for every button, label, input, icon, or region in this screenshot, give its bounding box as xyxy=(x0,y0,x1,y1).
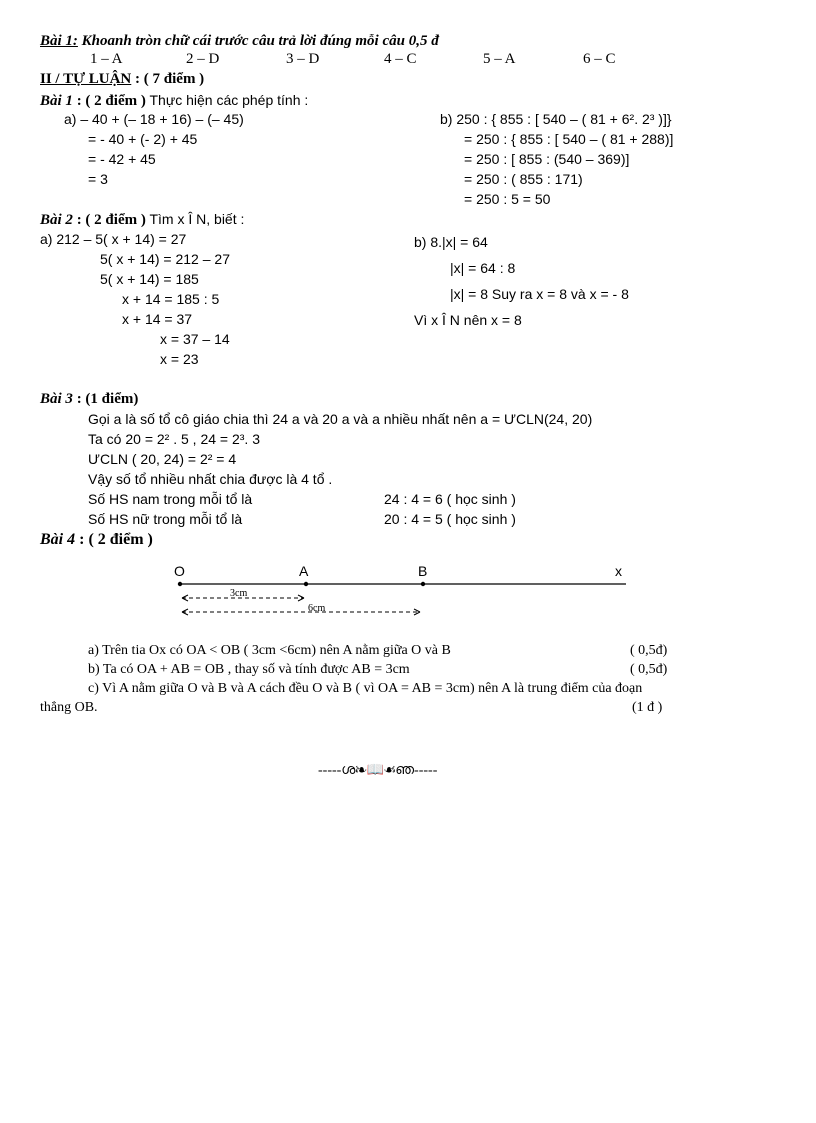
ex4-score: (1 đ ) xyxy=(632,700,663,715)
ex3-line: Gọi a là số tổ cô giáo chia thì 24 a và 20 a và a nhiều nhất nên a = ƯCLN(24, 20) xyxy=(88,411,593,427)
ex1-b-line: b) 250 : { 855 : [ 540 – ( 81 + 6². 2³ )]} xyxy=(440,111,672,127)
ex4-line: c) Vì A nằm giữa O và B và A cách đều O và B ( vì OA = AB = 3cm) nên A là trung điểm của đoạn xyxy=(88,681,643,696)
label-o: O xyxy=(174,563,185,579)
ex3-line: ƯCLN ( 20, 24) = 2² = 4 xyxy=(88,451,237,467)
ex3-line: Vậy số tổ nhiều nhất chia được là 4 tổ . xyxy=(88,471,333,487)
label-a: A xyxy=(299,563,309,579)
ex1-b-line: = 250 : ( 855 : 171) xyxy=(464,171,583,187)
ex4-score: ( 0,5đ) xyxy=(630,662,668,677)
ex3-header: Bài 3 : (1 điểm) xyxy=(40,391,139,407)
point-b-dot xyxy=(421,582,425,586)
ex2-a-line: x + 14 = 37 xyxy=(122,311,193,327)
ex1-a-line: = 3 xyxy=(88,171,108,187)
ex2-b-line: |x| = 64 : 8 xyxy=(450,260,516,276)
ex3-row-value: 24 : 4 = 6 ( học sinh ) xyxy=(384,491,516,507)
ex1-a-line: = - 42 + 45 xyxy=(88,151,156,167)
label-x: x xyxy=(615,563,622,579)
part2-title: II / TỰ LUẬN : ( 7 điểm ) xyxy=(40,71,205,87)
ornament-divider: -----ശ❧📖☙ഞ----- xyxy=(318,763,438,778)
ex3-row-label: Số HS nam trong mỗi tổ là xyxy=(88,491,253,507)
ex2-b-line: Vì x Î N nên x = 8 xyxy=(414,312,522,328)
answer-2: 2 – D xyxy=(186,51,220,67)
ex4-line: thẳng OB. xyxy=(40,700,98,715)
dim-label-6cm: 6cm xyxy=(308,603,326,614)
point-o-dot xyxy=(178,582,182,586)
ex3-row-value: 20 : 4 = 5 ( học sinh ) xyxy=(384,511,516,527)
ex1-b-line: = 250 : [ 855 : (540 – 369)] xyxy=(464,151,630,167)
ex2-a-line: 5( x + 14) = 185 xyxy=(100,271,199,287)
ex1-header: Bài 1 : ( 2 điểm ) Thực hiện các phép tính : xyxy=(40,92,309,109)
answer-4: 4 – C xyxy=(384,51,417,67)
ex2-a-line: x = 37 – 14 xyxy=(160,331,230,347)
answer-5: 5 – A xyxy=(483,51,516,67)
ex4-header: Bài 4 : ( 2 điểm ) xyxy=(40,531,153,548)
ex2-b-line: |x| = 8 Suy ra x = 8 và x = - 8 xyxy=(450,286,629,302)
ex2-header: Bài 2 : ( 2 điểm ) Tìm x Î N, biết : xyxy=(40,211,245,228)
ex4-line: b) Ta có OA + AB = OB , thay số và tính được AB = 3cm xyxy=(88,662,410,677)
ex3-row-label: Số HS nữ trong mỗi tổ là xyxy=(88,511,243,527)
bai1-header: Bài 1: Khoanh tròn chữ cái trước câu trả lời đúng mỗi câu 0,5 đ xyxy=(40,33,439,49)
ex2-a-line: a) 212 – 5( x + 14) = 27 xyxy=(40,231,187,247)
answer-3: 3 – D xyxy=(286,51,320,67)
answer-6: 6 – C xyxy=(583,51,616,67)
point-a-dot xyxy=(304,582,308,586)
ex2-a-line: x = 23 xyxy=(160,351,199,367)
ex2-a-line: 5( x + 14) = 212 – 27 xyxy=(100,251,230,267)
ex4-score: ( 0,5đ) xyxy=(630,643,668,658)
ex1-a-line: = - 40 + (- 2) + 45 xyxy=(88,131,198,147)
ex1-b-line: = 250 : 5 = 50 xyxy=(464,191,551,207)
ex3-line: Ta có 20 = 2² . 5 , 24 = 2³. 3 xyxy=(88,431,260,447)
ex2-b-line: b) 8.|x| = 64 xyxy=(414,234,488,250)
answer-1: 1 – A xyxy=(90,51,123,67)
ex2-a-line: x + 14 = 185 : 5 xyxy=(122,291,220,307)
ex1-a-line: a) – 40 + (– 18 + 16) – (– 45) xyxy=(64,111,244,127)
ex4-line: a) Trên tia Ox có OA < OB ( 3cm <6cm) nên A nằm giữa O và B xyxy=(88,643,451,658)
ex1-b-line: = 250 : { 855 : [ 540 – ( 81 + 288)] xyxy=(464,131,674,147)
dim-label-3cm: 3cm xyxy=(230,588,248,599)
label-b: B xyxy=(418,563,428,579)
